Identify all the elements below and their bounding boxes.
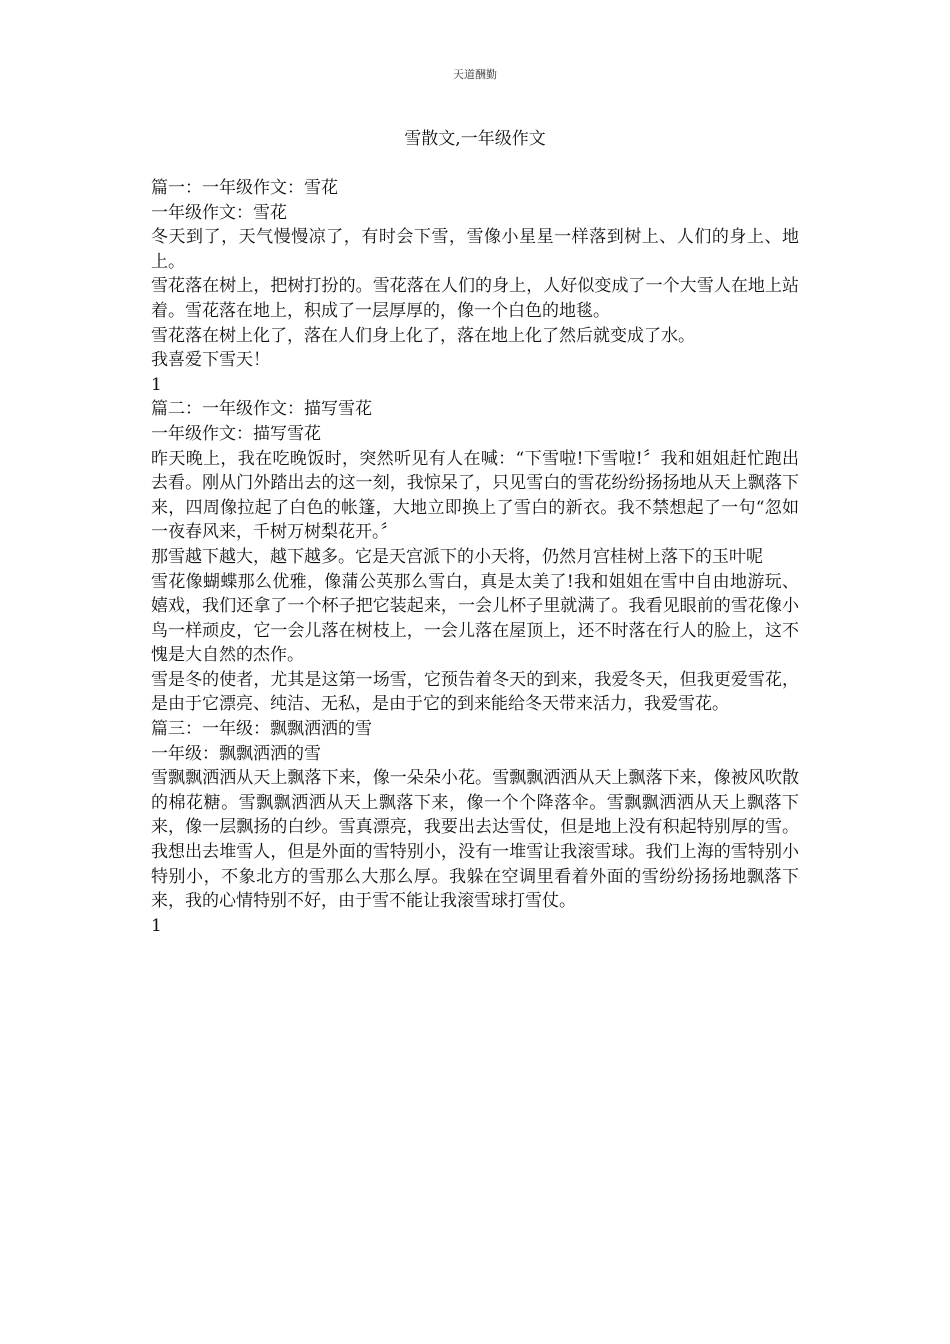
section-heading-1: 篇一：一年级作文：雪花: [151, 178, 338, 198]
page-marker: 1: [151, 374, 162, 395]
body-paragraph: 雪是冬的使者，尤其是这第一场雪，它预告着冬天的到来，我爱冬天，但我更爱雪花，是由于它漂亮、纯洁、无私，是由于它的到来能给冬天带来活力，我爱雪花。: [151, 669, 799, 715]
running-header: 天道酬勤: [453, 68, 497, 81]
essay-title-1: 一年级作文：雪花: [151, 202, 287, 223]
essay-title-2: 一年级作文：描写雪花: [151, 423, 321, 444]
document-body: [151, 176, 799, 938]
body-paragraph: 雪花落在树上，把树打扮的。雪花落在人们的身上，人好似变成了一个大雪人在地上站着。雪花落在地上，积成了一层厚厚的，像一个白色的地毯。: [151, 276, 799, 321]
body-paragraph: 雪花像蝴蝶那么优雅，像蒲公英那么雪白，真是太美了!我和姐姐在雪中自由地游玩、嬉戏，我们还拿了一个杯子把它装起来，一会儿杯子里就满了。我看见眼前的雪花像小鸟一样顽皮，它一会儿落在树枝上，一会儿落在屋顶上，还不时落在行人的脸上，这不愧是大自然的杰作。: [151, 571, 799, 666]
body-paragraph: 昨天晚上，我在吃晚饭时，突然听见有人在喊：“下雪啦!下雪啦!〞我和姐姐赶忙跑出去看。刚从门外踏出去的这一刻，我惊呆了，只见雪白的雪花纷纷扬扬地从天上飘落下来，四周像拉起了白色的帐篷，大地立即换上了雪白的新衣。我不禁想起了一句“忽如一夜春风来，千树万树梨花开。〞: [151, 448, 799, 543]
body-paragraph: 我喜爱下雪天！: [151, 350, 270, 371]
body-paragraph: 冬天到了，天气慢慢凉了，有时会下雪，雪像小星星一样落到树上、人们的身上、地上。: [151, 227, 799, 272]
section-heading-3: 篇三：一年级：飘飘洒洒的雪: [151, 719, 372, 740]
page-marker: 1: [151, 915, 162, 936]
section-heading-2: 篇二：一年级作文：描写雪花: [151, 399, 372, 420]
body-paragraph: 雪花落在树上化了，落在人们身上化了，落在地上化了然后就变成了水。: [151, 325, 695, 346]
body-paragraph: 那雪越下越大，越下越多。它是天宫派下的小天将，仍然月宫桂树上落下的玉叶呢: [151, 546, 763, 567]
body-paragraph: 雪飘飘洒洒从天上飘落下来，像一朵朵小花。雪飘飘洒洒从天上飘落下来，像被风吹散的棉花糖。雪飘飘洒洒从天上飘落下来，像一个个降落伞。雪飘飘洒洒从天上飘落下来，像一层飘扬的白纱。雪真漂亮，我要出去达雪仗，但是地上没有积起特别厚的雪。我想出去堆雪人，但是外面的雪特别小，没有一堆雪让我滚雪球。我们上海的雪特别小特别小，不象北方的雪那么大那么厚。我躲在空调里看着外面的雪纷纷扬扬地飘落下来，我的心情特别不好，由于雪不能让我滚雪球打雪仗。: [151, 768, 799, 912]
essay-title-3: 一年级：飘飘洒洒的雪: [151, 743, 321, 764]
document-title: 雪散文,一年级作文: [404, 129, 546, 149]
